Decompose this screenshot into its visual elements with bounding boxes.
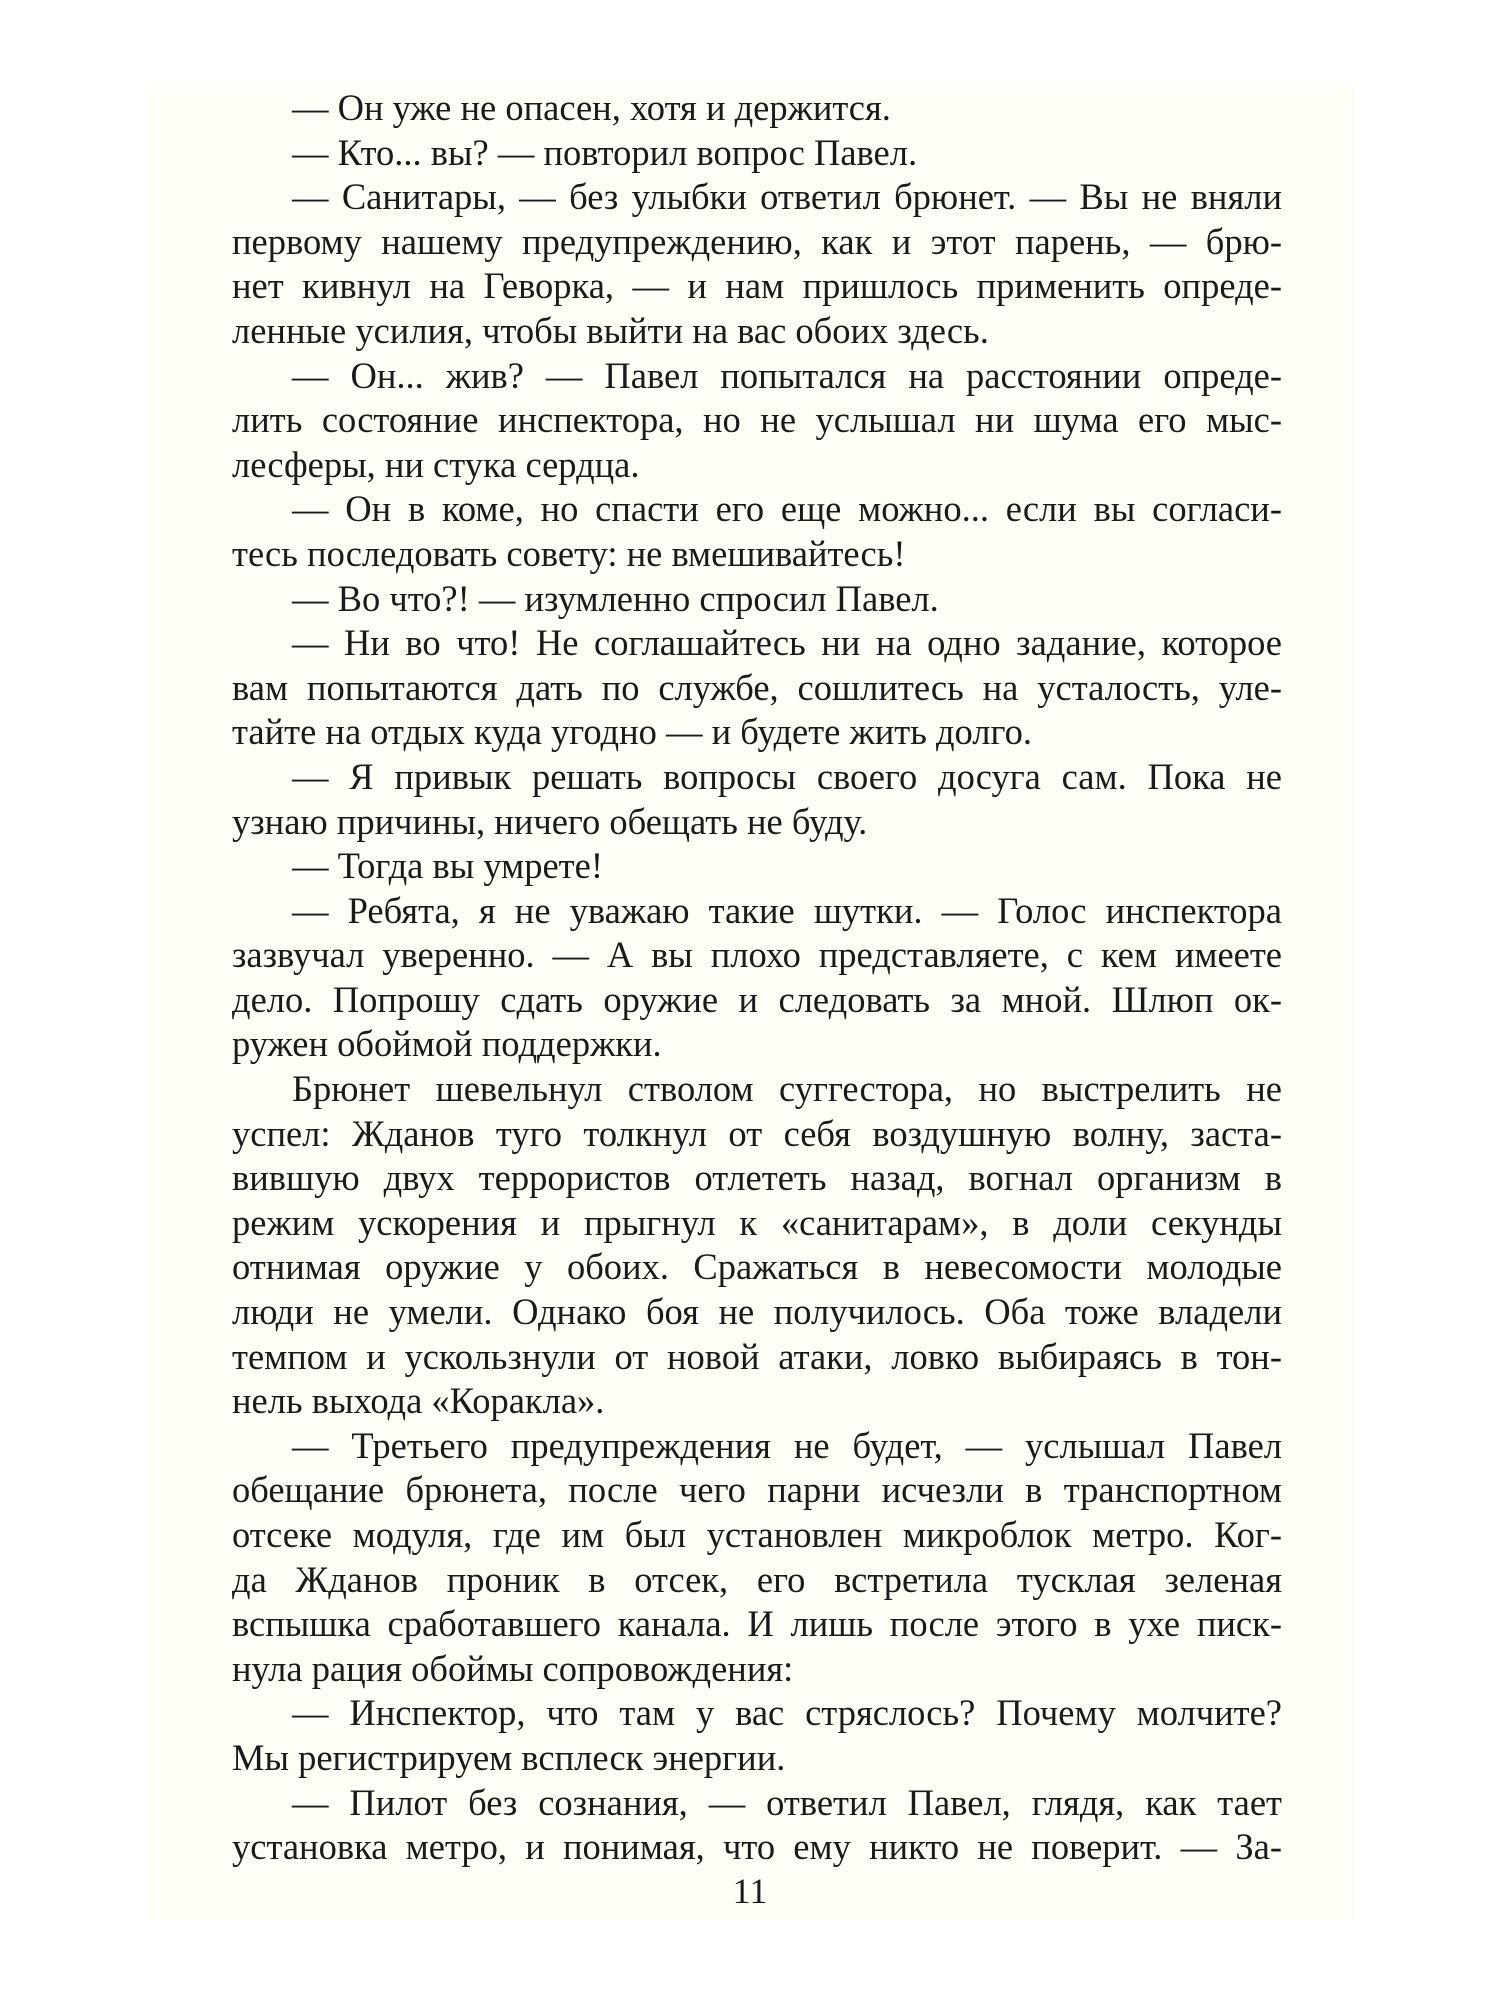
text-line: — Он в коме, но спасти его еще можно... если вы согласи- [292,488,1282,530]
paragraph [232,755,1282,844]
text-line: зазвучал уверенно. — А вы плохо представляете, с кем имеете [232,934,1282,976]
text-line: ленные усилия, чтобы выйти на вас обоих здесь. [232,309,989,351]
text-line: Мы регистрируем всплеск энергии. [232,1736,786,1778]
text-line: режим ускорения и прыгнул к «санитарам», в доли секунды [232,1201,1282,1243]
text-line: нель выхода «Коракла». [232,1380,605,1422]
text-line: — Третьего предупреждения не будет, — услышал Павел [292,1424,1282,1466]
text-line: нула рация обоймы сопровождения: [232,1647,794,1689]
text-line: — Санитары, — без улыбки ответил брюнет. — Вы не вняли [292,176,1282,218]
book-page [146,86,1354,1920]
text-line: лить состояние инспектора, но не услышал ни шума его мыс- [232,399,1282,441]
text-line: ружен обоймой поддержки. [232,1023,662,1065]
text-line: Брюнет шевельнул стволом суггестора, но выстрелить не [292,1068,1282,1110]
text-line: — Тогда вы умрете! [292,845,603,887]
text-line: — Кто... вы? — повторил вопрос Павел. [292,131,918,173]
body-text [232,86,1282,1870]
paragraph [232,175,1282,353]
paragraph [232,889,1282,1067]
text-line: темпом и ускользнули от новой атаки, ловко выбираясь в тон- [232,1335,1282,1377]
paragraph [232,844,1282,889]
text-line: — Ребята, я не уважаю такие шутки. — Голос инспектора [292,889,1282,931]
paragraph [232,1067,1282,1424]
text-line: — Он... жив? — Павел попытался на расстоянии опреде- [292,354,1282,396]
paragraph [232,1781,1282,1870]
text-line: — Я привык решать вопросы своего досуга сам. Пока не [292,755,1282,797]
text-line: — Он уже не опасен, хотя и держится. [292,87,891,128]
text-line: обещание брюнета, после чего парни исчезли в транспортном [232,1469,1282,1511]
page-number: 11 [732,1871,768,1911]
text-line: успел: Жданов туго толкнул от себя воздушную волну, заста- [232,1112,1282,1154]
paragraph [232,577,1282,622]
text-line: вам попытаются дать по службе, сошлитесь на усталость, уле- [232,666,1282,708]
text-line: — Инспектор, что там у вас стряслось? Почему молчите? [292,1692,1282,1734]
text-line: узнаю причины, ничего обещать не буду. [232,800,868,842]
text-line: — Во что?! — изумленно спросил Павел. [292,577,939,619]
paragraph [232,487,1282,576]
paragraph [232,131,1282,176]
text-line: отнимая оружие у обоих. Сражаться в невесомости молодые [232,1246,1282,1288]
text-line: тесь последовать совету: не вмешивайтесь! [232,532,906,574]
text-line: вспышка сработавшего канала. И лишь после этого в ухе писк- [232,1603,1282,1645]
text-line: вившую двух террористов отлететь назад, вогнал организм в [232,1157,1282,1199]
text-line: — Ни во что! Не соглашайтесь ни на одно задание, которое [292,622,1282,664]
text-line: нет кивнул на Геворка, — и нам пришлось применить опреде- [232,265,1282,307]
text-line: установка метро, и понимая, что ему никто не поверит. — За- [232,1826,1282,1868]
text-line: отсеке модуля, где им был установлен микроблок метро. Ког- [232,1514,1282,1555]
text-line: лесферы, ни стука сердца. [232,443,640,485]
paragraph [232,86,1282,131]
text-line: люди не умели. Однако боя не получилось. Оба тоже владели [232,1291,1282,1333]
text-line: дело. Попрошу сдать оружие и следовать за мной. Шлюп ок- [232,978,1282,1020]
paragraph [232,621,1282,755]
text-line: тайте на отдых куда угодно — и будете жить долго. [232,711,1032,753]
text-line: первому нашему предупреждению, как и этот парень, — брю- [232,220,1282,262]
paragraph [232,354,1282,488]
paragraph [232,1424,1282,1692]
paragraph [232,1691,1282,1780]
text-line: — Пилот без сознания, — ответил Павел, глядя, как тает [292,1781,1282,1823]
text-line: да Жданов проник в отсек, его встретила тусклая зеленая [232,1558,1282,1600]
